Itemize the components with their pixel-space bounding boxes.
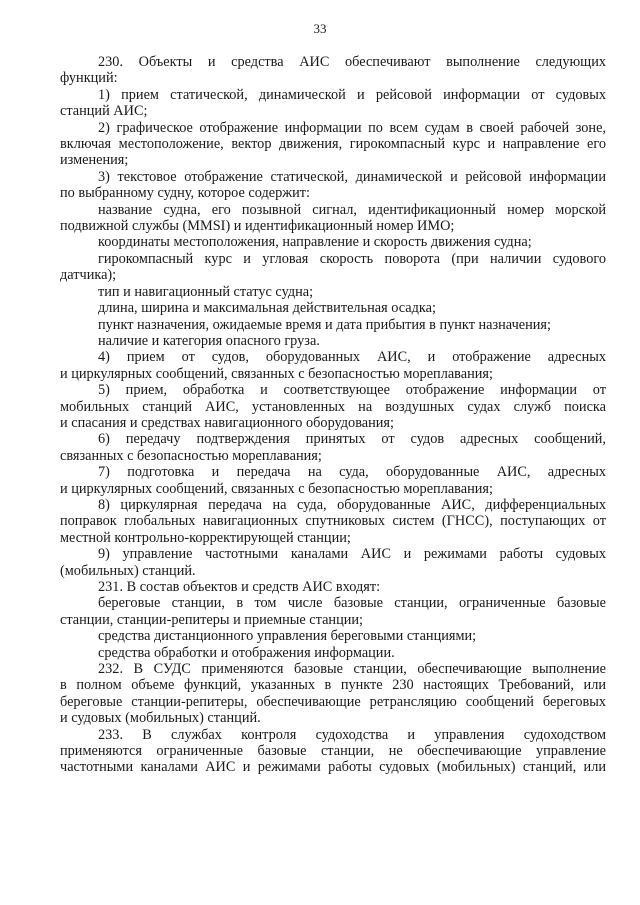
text-line: поправок глобальных навигационных спутниковых систем (ГНСС), поступающих от (60, 513, 606, 530)
text-line: частотными каналами АИС и режимами работы судовых (мобильных) станций, или (60, 759, 606, 776)
text-line: мобильных станций АИС, установленных на воздушных судах служб поиска (60, 398, 606, 415)
paragraph (60, 349, 606, 382)
text-line: и циркулярных сообщений, связанных с безопасностью мореплавания; (60, 365, 493, 382)
text-line: изменения; (60, 152, 129, 169)
page-number: 33 (313, 21, 327, 36)
text-line: 233. В службах контроля судоходства и управления судоходством (98, 726, 606, 743)
text-line: датчика); (60, 267, 117, 284)
paragraph (60, 661, 606, 727)
text-line: и циркулярных сообщений, связанных с безопасностью мореплавания; (60, 480, 493, 497)
text-line: по выбранному судну, которое содержит: (60, 185, 311, 202)
text-line: длина, ширина и максимальная действительная осадка; (98, 300, 436, 317)
text-line: береговые станции-репитеры, обеспечивающие ретрансляцию сообщений береговых (60, 693, 606, 710)
paragraph (60, 284, 606, 300)
text-line: 1) прием статической, динамической и рейсовой информации от судовых (98, 86, 606, 103)
text-line: (мобильных) станций. (60, 562, 196, 579)
text-line: средства обработки и отображения информации. (98, 644, 395, 661)
document-body (60, 54, 606, 776)
text-line: наличие и категория опасного груза. (98, 332, 320, 349)
paragraph (60, 579, 606, 595)
paragraph (60, 431, 606, 464)
paragraph (60, 317, 606, 333)
text-line: связанных с безопасностью мореплавания; (60, 447, 322, 464)
text-line: гирокомпасный курс и угловая скорость поворота (при наличии судового (98, 250, 606, 267)
paragraph (60, 300, 606, 316)
text-line: 4) прием от судов, оборудованных АИС, и отображение адресных (98, 349, 606, 366)
text-line: 230. Объекты и средства АИС обеспечивают выполнение следующих (98, 54, 606, 70)
paragraph (60, 595, 606, 628)
paragraph (60, 333, 606, 349)
paragraph (60, 546, 606, 579)
text-line: 2) графическое отображение информации по всем судам в своей рабочей зоне, (98, 119, 606, 136)
text-line: пункт назначения, ожидаемые время и дата прибытия в пункт назначения; (98, 316, 551, 333)
paragraph (60, 251, 606, 284)
paragraph (60, 464, 606, 497)
text-line: береговые станции, в том числе базовые станции, ограниченные базовые (98, 595, 606, 612)
text-line: в полном объеме функций, указанных в пункте 230 настоящих Требований, или (60, 677, 606, 694)
text-line: 9) управление частотными каналами АИС и режимами работы судовых (98, 546, 606, 563)
text-line: станций АИС; (60, 103, 148, 120)
paragraph (60, 87, 606, 120)
text-line: 6) передачу подтверждения принятых от судов адресных сообщений, (98, 431, 606, 448)
text-line: 8) циркулярная передача на суда, оборудованные АИС, дифференциальных (98, 496, 606, 513)
text-line: местной контрольно-корректирующей станции; (60, 529, 351, 546)
paragraph (60, 645, 606, 661)
text-line: и спасания и средствах навигационного оборудования; (60, 414, 394, 431)
paragraph (60, 382, 606, 431)
text-line: тип и навигационный статус судна; (98, 283, 314, 300)
text-line: 5) прием, обработка и соответствующее отображение информации от (98, 382, 606, 399)
text-line: 7) подготовка и передача на суда, оборудованные АИС, адресных (98, 464, 606, 481)
text-line: применяются ограниченные базовые станции, не обеспечивающие управление (60, 743, 606, 760)
text-line: название судна, его позывной сигнал, идентификационный номер морской (98, 201, 606, 218)
text-line: 3) текстовое отображение статической, динамической и рейсовой информации (98, 168, 606, 185)
paragraph (60, 169, 606, 202)
text-line: 232. В СУДС применяются базовые станции, обеспечивающие выполнение (98, 661, 606, 678)
text-line: и судовых (мобильных) станций. (60, 710, 261, 727)
paragraph (60, 497, 606, 546)
text-line: станции, станции-репитеры и приемные станции; (60, 611, 363, 628)
paragraph (60, 234, 606, 250)
text-line: средства дистанционного управления береговыми станциями; (98, 628, 477, 645)
text-line: включая местоположение, вектор движения, гирокомпасный курс и направление его (60, 136, 606, 153)
paragraph (60, 202, 606, 235)
paragraph (60, 54, 606, 87)
paragraph (60, 120, 606, 169)
text-line: подвижной службы (MMSI) и идентификационный номер ИМО; (60, 218, 455, 235)
text-line: 231. В состав объектов и средств АИС входят: (98, 579, 381, 595)
text-line: функций: (60, 70, 118, 87)
text-line: координаты местоположения, направление и скорость движения судна; (98, 234, 532, 251)
paragraph (60, 727, 606, 776)
paragraph (60, 628, 606, 644)
